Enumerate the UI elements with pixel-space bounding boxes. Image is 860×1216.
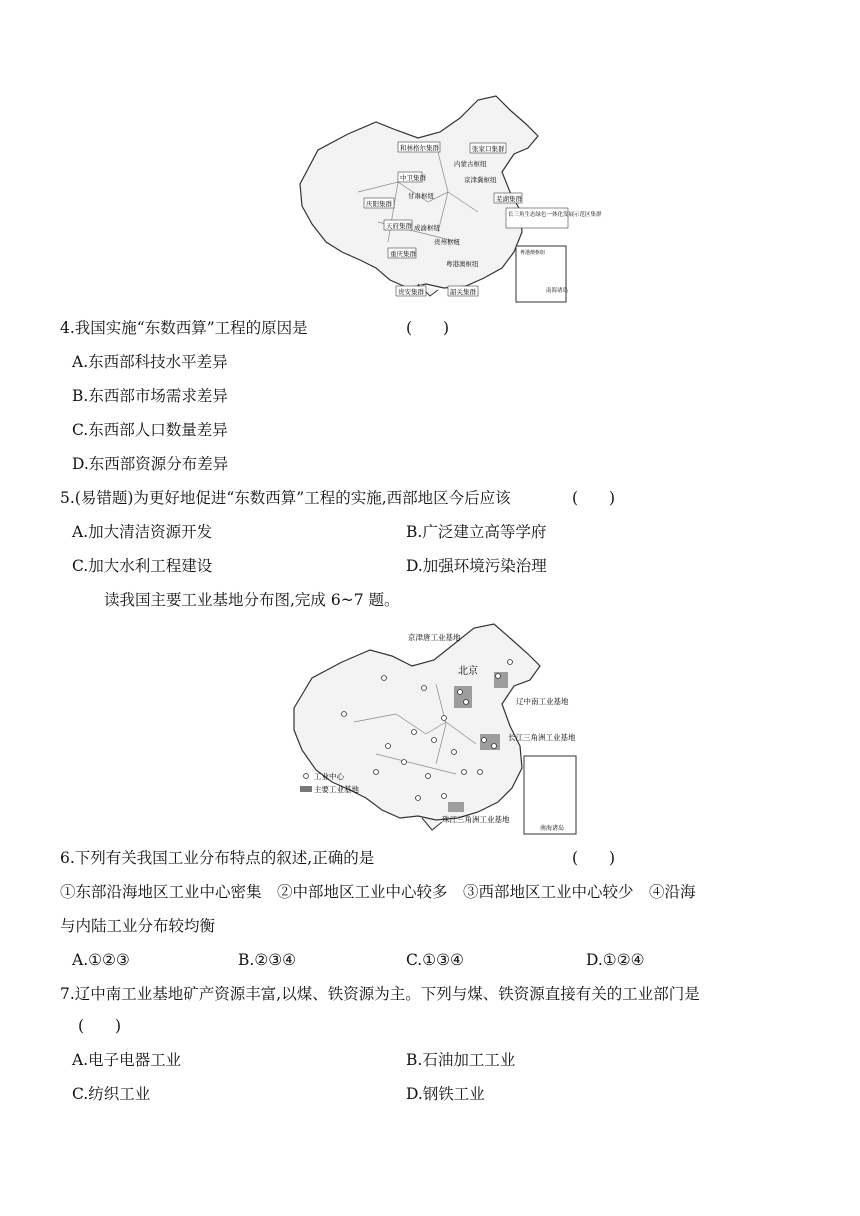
map1-label: 重庆集群 (390, 250, 416, 258)
q7-option-d[interactable]: D.钢铁工业 (406, 1085, 485, 1103)
map1-label: 和林格尔集群 (400, 144, 439, 152)
map1-label: 天府集群 (386, 222, 412, 230)
map-industrial-bases (284, 622, 580, 836)
q5-option-a[interactable]: A.加大清洁资源开发 (72, 523, 213, 541)
map1-label: 张家口集群 (472, 145, 505, 153)
map2-label-zhujiang: 珠江三角洲工业基地 (442, 815, 510, 824)
map1-label: 甘肃枢纽 (408, 192, 434, 200)
map2-label-changjiang: 长江三角洲工业基地 (508, 733, 576, 742)
map1-label: 内蒙古枢纽 (454, 160, 487, 168)
map1-label: 粤港澳枢纽 (446, 260, 479, 268)
q7-answer-paren[interactable]: ( ) (78, 1017, 122, 1035)
q5-option-d[interactable]: D.加强环境污染治理 (406, 557, 547, 575)
map2-legend-center: 工业中心 (314, 772, 344, 781)
q5-option-b[interactable]: B.广泛建立高等学府 (406, 523, 547, 541)
q6-answer-paren[interactable]: ( ) (572, 849, 616, 867)
map2-label-liaozhongnan: 辽中南工业基地 (516, 697, 569, 706)
q4-answer-paren[interactable]: ( ) (406, 319, 450, 337)
map1-inset-label: 南海诸岛 (546, 288, 569, 294)
map1-label: 韶关集群 (450, 288, 476, 296)
map1-label: 贵州枢纽 (434, 238, 460, 246)
map1-inset-title: 粤港澳枢纽 (520, 250, 546, 256)
q6-statements-line1: ①东部沿海地区工业中心密集 ②中部地区工业中心较多 ③西部地区工业中心较少 ④沿海 (60, 883, 696, 901)
map2-label-jingjintang: 京津唐工业基地 (408, 633, 461, 642)
map-east-data-west-compute (288, 92, 602, 304)
map1-label: 成渝枢纽 (414, 224, 440, 232)
q4-option-c[interactable]: C.东西部人口数量差异 (72, 421, 228, 439)
map1-label: 中卫集群 (400, 174, 426, 182)
q6-stem: 6.下列有关我国工业分布特点的叙述,正确的是 (60, 849, 375, 867)
q6-option-c[interactable]: C.①③④ (406, 951, 464, 969)
q6-option-a[interactable]: A.①②③ (72, 951, 130, 969)
map1-label: 长三角生态绿色一体化发展示范区集群 (508, 212, 602, 218)
map1-label: 芜湖集群 (496, 195, 522, 203)
q7-option-a[interactable]: A.电子电器工业 (72, 1051, 182, 1069)
map2-label-beijing: 北京 (458, 666, 478, 677)
q7-option-c[interactable]: C.纺织工业 (72, 1085, 151, 1103)
reading-intro: 读我国主要工业基地分布图,完成 6~7 题。 (104, 591, 400, 609)
map2-legend-base: 主要工业基地 (314, 785, 359, 794)
q5-stem: 5.(易错题)为更好地促进“东数西算”工程的实施,西部地区今后应该 (60, 489, 511, 507)
q4-option-b[interactable]: B.东西部市场需求差异 (72, 387, 228, 405)
map1-label: 贵安集群 (398, 288, 424, 296)
q7-option-b[interactable]: B.石油加工工业 (406, 1051, 516, 1069)
q7-stem: 7.辽中南工业基地矿产资源丰富,以煤、铁资源为主。下列与煤、铁资源直接有关的工业部门是 (60, 985, 700, 1003)
map1-label: 京津冀枢纽 (464, 176, 497, 184)
q4-option-a[interactable]: A.东西部科技水平差异 (72, 353, 228, 371)
q5-answer-paren[interactable]: ( ) (572, 489, 616, 507)
q5-option-c[interactable]: C.加大水利工程建设 (72, 557, 213, 575)
map1-label: 庆阳集群 (366, 200, 392, 208)
q6-option-d[interactable]: D.①②④ (586, 951, 645, 969)
q4-option-d[interactable]: D.东西部资源分布差异 (72, 455, 229, 473)
map2-inset-label: 南海诸岛 (540, 825, 565, 832)
q6-option-b[interactable]: B.②③④ (238, 951, 297, 969)
q4-stem: 4.我国实施“东数西算”工程的原因是 (60, 319, 308, 337)
q6-statements-line2: 与内陆工业分布较均衡 (60, 917, 216, 935)
